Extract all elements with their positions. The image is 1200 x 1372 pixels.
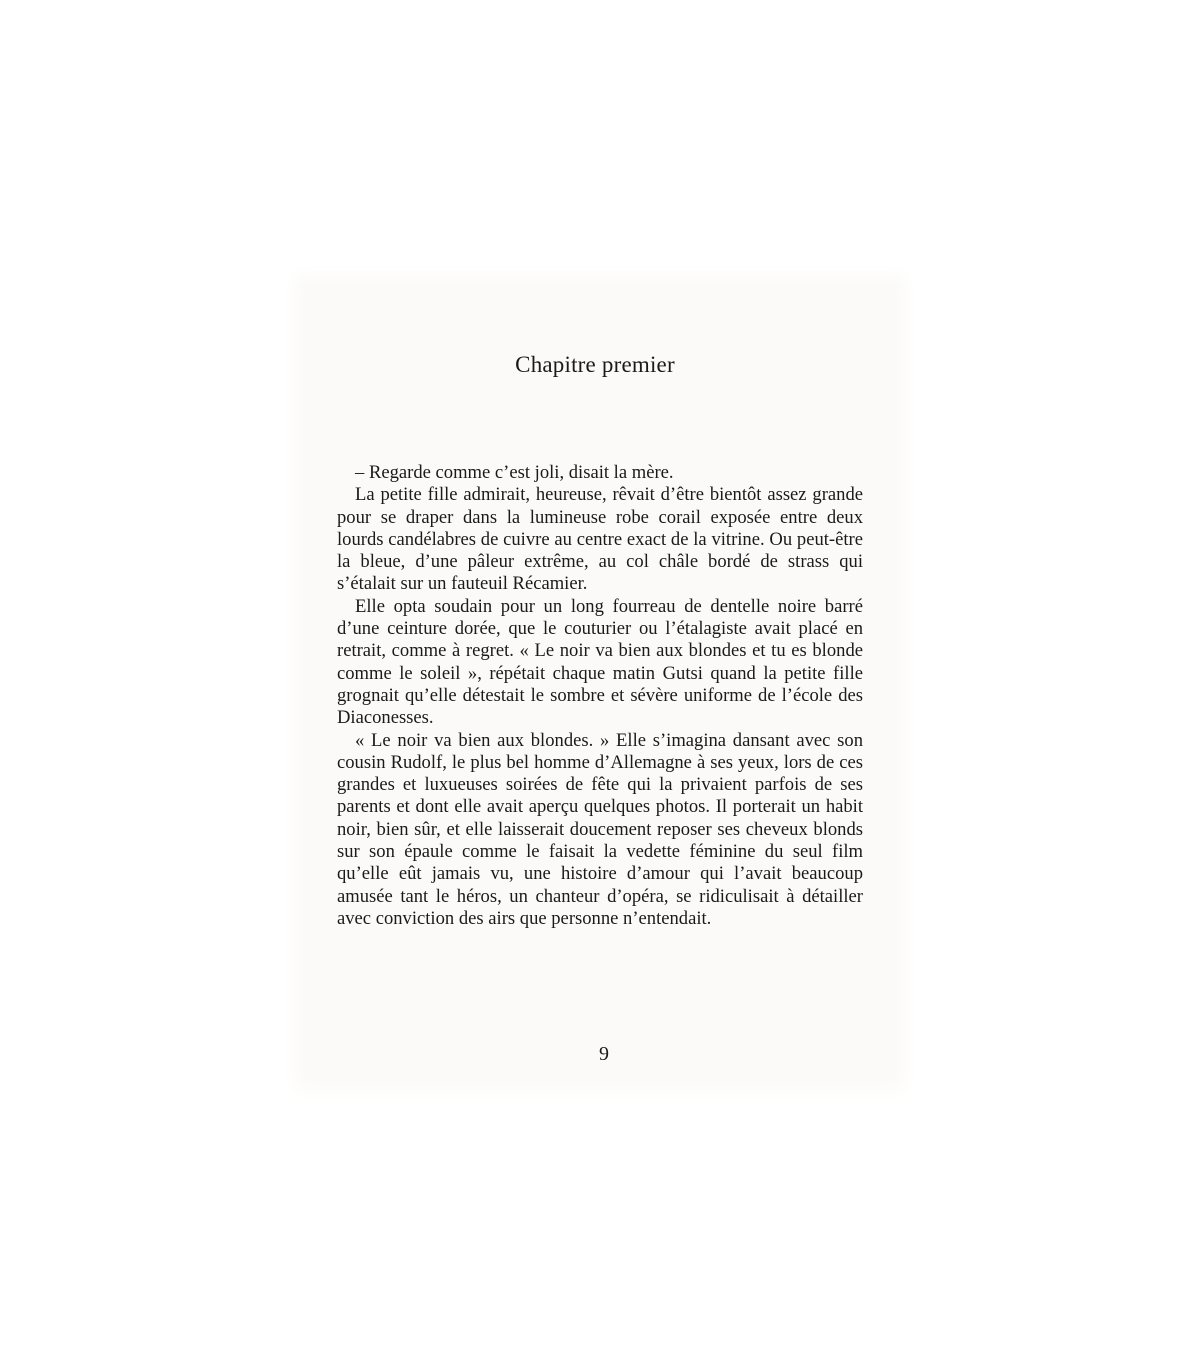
paragraph: – Regarde comme c’est joli, disait la mère. <box>355 462 674 483</box>
paragraph: Elle opta soudain pour un long fourreau de dentelle noire barré d’une ceinture dorée, que le couturier ou l’étalagiste avait placé en retrait, comme à regret. « Le noir va bien aux blondes et tu es blonde comme le soleil », répétait chaque matin Gutsi quand la petite fille grognait qu’elle détestait le sombre et sévère uniforme de l’école des Diaconesses. <box>337 595 863 729</box>
chapter-title: Chapitre premier <box>515 352 675 377</box>
paragraph: La petite fille admirait, heureuse, rêvait d’être bientôt assez grande pour se draper dans la lumineuse robe corail exposée entre deux lourds candélabres de cuivre au centre exact de la vitrine. Ou peut-être la bleue, d’une pâleur extrême, au col châle bordé de strass qui s’étalait sur un fauteuil Récamier. <box>337 484 863 595</box>
page-number: 9 <box>599 1043 609 1065</box>
paragraph: « Le noir va bien aux blondes. » Elle s’imagina dansant avec son cousin Rudolf, le plus bel homme d’Allemagne à ses yeux, lors de ces grandes et luxueuses soirées de fête qui la privaient parfois de ses parents et dont elle avait aperçu quelques photos. Il porterait un habit noir, bien sûr, et elle laisserait doucement reposer ses cheveux blonds sur son épaule comme le faisait la vedette féminine du seul film qu’elle eût jamais vu, une histoire d’amour qui l’avait beaucoup amusée tant le héros, un chanteur d’opéra, se ridiculisait à détailler avec conviction des airs que personne n’entendait. <box>337 729 863 929</box>
body-text <box>337 462 863 930</box>
